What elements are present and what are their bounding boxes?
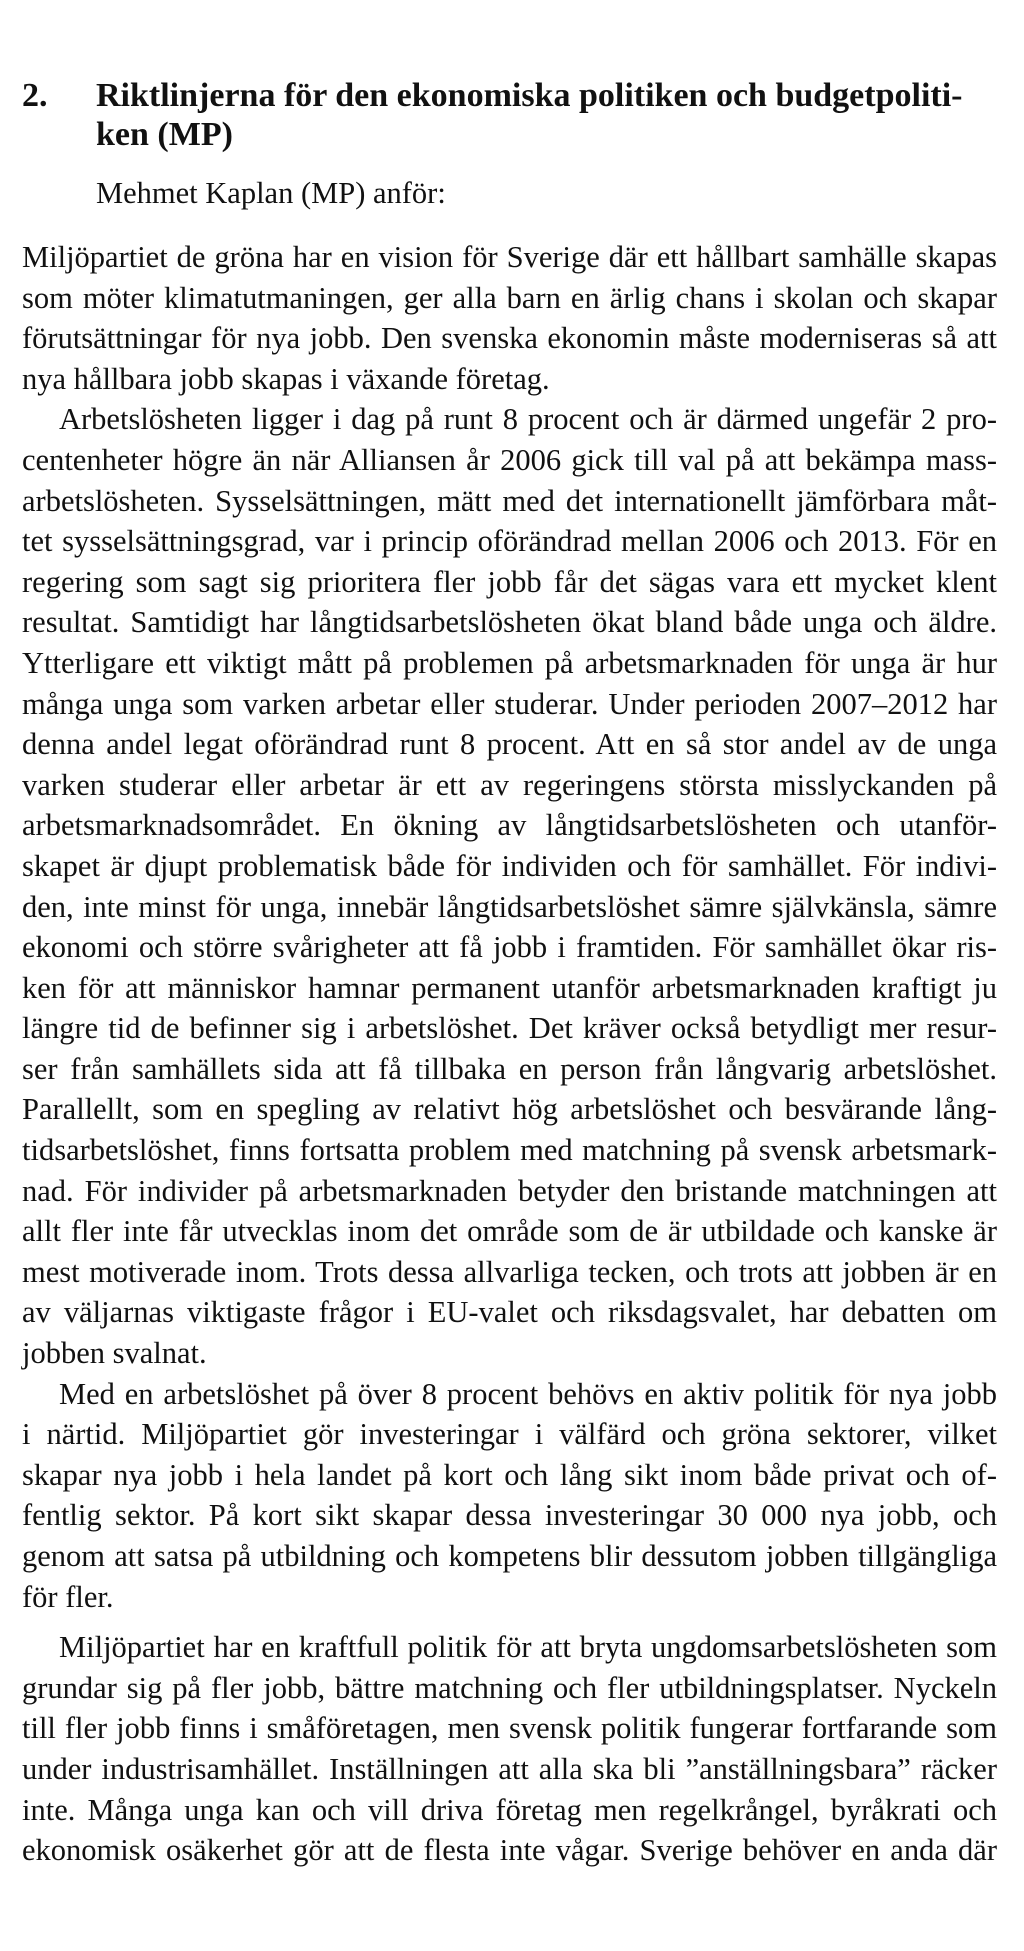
text-line: nya hållbara jobb skapas i växande företag.: [22, 361, 550, 396]
paragraph: [22, 237, 997, 399]
text-line: Miljöpartiet har en kraftfull politik för att bryta ungdomsarbetslösheten som: [59, 1630, 997, 1665]
text-line: regering som sagt sig prioritera fler jobb får det sägas vara ett mycket klent: [22, 564, 997, 599]
text-line: för fler.: [22, 1579, 114, 1614]
text-line: Ytterligare ett viktigt mått på problemen på arbetsmarknaden för unga är hur: [22, 645, 997, 680]
text-line: fentlig sektor. På kort sikt skapar dessa investeringar 30 000 nya jobb, och: [22, 1498, 997, 1533]
text-line: arbetslösheten. Sysselsättningen, mätt med det internationellt jämförbara måt-: [22, 483, 997, 518]
paragraph: [22, 1374, 997, 1618]
text-line: Parallellt, som en spegling av relativt hög arbetslöshet och besvärande lång-: [22, 1092, 997, 1127]
text-line: varken studerar eller arbetar är ett av regeringens största misslyckanden på: [22, 767, 997, 802]
text-line: mest motiverade inom. Trots dessa allvarliga tecken, och trots att jobben är en: [22, 1254, 997, 1289]
text-line: den, inte minst för unga, innebär långtidsarbetslöshet sämre självkänsla, sämre: [22, 889, 997, 924]
speaker-line: Mehmet Kaplan (MP) anför:: [96, 176, 446, 210]
text-line: Arbetslösheten ligger i dag på runt 8 procent och är därmed ungefär 2 pro-: [59, 402, 997, 437]
text-line: grundar sig på fler jobb, bättre matchning och fler utbildningsplatser. Nyckeln: [22, 1670, 997, 1705]
text-line: tidsarbetslöshet, finns fortsatta problem med matchning på svensk arbetsmark-: [22, 1133, 997, 1168]
text-line: ken för att människor hamnar permanent utanför arbetsmarknaden kraftigt ju: [22, 970, 997, 1005]
text-line: ekonomisk osäkerhet gör att de flesta inte vågar. Sverige behöver en anda där: [22, 1833, 997, 1868]
text-line: skapar nya jobb i hela landet på kort och lång sikt inom både privat och of-: [22, 1457, 997, 1492]
text-line: denna andel legat oförändrad runt 8 procent. Att en så stor andel av de unga: [22, 727, 997, 762]
text-line: resultat. Samtidigt har långtidsarbetslösheten ökat bland både unga och äldre.: [22, 605, 997, 640]
text-line: Miljöpartiet de gröna har en vision för Sverige där ett hållbart samhälle skapas: [22, 240, 997, 274]
section-number: 2.: [22, 77, 48, 114]
text-line: längre tid de befinner sig i arbetslöshet. Det kräver också betydligt mer resur-: [22, 1011, 997, 1046]
title-line: ken (MP): [96, 116, 233, 154]
paragraph: [22, 1627, 997, 1871]
text-line: inte. Många unga kan och vill driva företag men regelkrångel, byråkrati och: [22, 1792, 997, 1827]
text-line: många unga som varken arbetar eller studerar. Under perioden 2007–2012 har: [22, 686, 997, 721]
text-line: tet sysselsättningsgrad, var i princip oförändrad mellan 2006 och 2013. För en: [22, 524, 997, 559]
text-line: genom att satsa på utbildning och kompetens blir dessutom jobben tillgängliga: [22, 1539, 997, 1573]
text-line: jobben svalnat.: [22, 1336, 207, 1371]
text-line: förutsättningar för nya jobb. Den svenska ekonomin måste moderniseras så att: [22, 321, 997, 356]
paragraph: [22, 399, 997, 1373]
text-line: centenheter högre än när Alliansen år 2006 gick till val på att bekämpa mass-: [22, 442, 997, 477]
text-line: arbetsmarknadsområdet. En ökning av långtidsarbetslösheten och utanför-: [22, 808, 997, 843]
title-line: Riktlinjerna för den ekonomiska politiken och budgetpoliti-: [96, 77, 963, 114]
text-line: av väljarnas viktigaste frågor i EU-valet och riksdagsvalet, har debatten om: [22, 1295, 997, 1330]
text-line: som möter klimatutmaningen, ger alla barn en ärlig chans i skolan och skapar: [22, 280, 997, 315]
text-line: till fler jobb finns i småföretagen, men svensk politik fungerar fortfarande som: [22, 1711, 997, 1746]
text-line: Med en arbetslöshet på över 8 procent behövs en aktiv politik för nya jobb: [59, 1376, 997, 1411]
text-line: ser från samhällets sida att få tillbaka en person från långvarig arbetslöshet.: [22, 1051, 997, 1086]
text-line: i närtid. Miljöpartiet gör investeringar i välfärd och gröna sektorer, vilket: [22, 1417, 997, 1452]
section-title: [96, 76, 997, 155]
text-line: under industrisamhället. Inställningen att alla ska bli ”anställningsbara” räcker: [22, 1751, 997, 1786]
text-line: nad. För individer på arbetsmarknaden betyder den bristande matchningen att: [22, 1173, 997, 1208]
text-line: ekonomi och större svårigheter att få jobb i framtiden. För samhället ökar ris-: [22, 930, 997, 965]
text-line: allt fler inte får utvecklas inom det område som de är utbildade och kanske är: [22, 1214, 997, 1249]
body-text: [22, 237, 997, 1871]
text-line: skapet är djupt problematisk både för individen och för samhället. För indivi-: [22, 848, 997, 883]
